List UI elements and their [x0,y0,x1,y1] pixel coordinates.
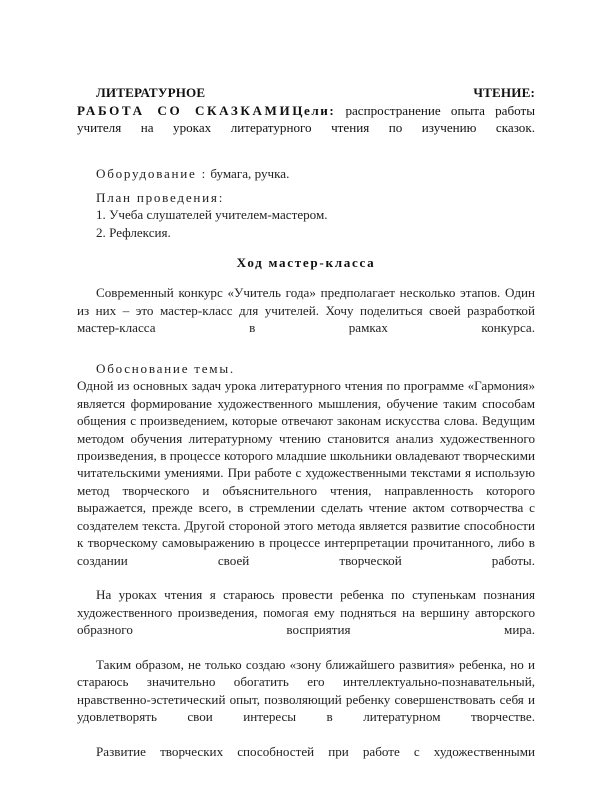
paragraph-intro: Современный конкурс «Учитель года» предполагает несколько этапов. Один из них – это мастер-класс для учителей. Хочу поделиться своей разработкой мастер-класса в рамках конкурса. [77,285,535,336]
spacer [77,154,535,165]
paragraph-rationale-1: Одной из основных задач урока литературного чтения по программе «Гармония» является формирование художественного мышления, обучение таким способам общения с произведением, которые отвечают законам искусства слова. Ведущим методом обучения литературному чтению становится анализ художественного произведения, в процессе которого младшие школьники овладевают творческими читательскими умениями. При работе с художественными текстами я использую метод творческого и объяснительного чтения, направленность которого выражается, прежде всего, в стремлении сделать чтение актом сотворчества с создателем текста. Другой стороной этого метода является развитие способности к творческому самовыражению в процессе интерпретации прочитанного, либо в создании своей творческой работы. [77,378,535,568]
plan-label-line [77,189,535,206]
plan-item-2: 2. Рефлексия. [96,224,171,240]
paragraph-rationale-2: На уроках чтения я стараюсь провести ребенка по ступенькам познания художественного произведения, помогая ему подняться на вершину авторского образного восприятия мира. [77,587,535,638]
paragraph-rationale-3: Таким образом, не только создаю «зону ближайшего развития» ребенка, но и стараюсь значительно обогатить его интеллектуально-познавательный, нравственно-эстетический опыт, позволяющий ребенку совершенствовать себя и удовлетворять свои интересы в литературном творчестве. [77,656,535,725]
label-goals: Цели: [292,102,336,118]
section-heading-master-class: Ход мастер-класса [236,255,376,270]
title-reading-colon: ЧТЕНИЕ: [473,85,535,100]
plan-label: План проведения: [96,189,225,205]
title-work-with-fairytales: РАБОТА СО СКАЗКАМИ [77,102,293,118]
title-literary-reading: ЛИТЕРАТУРНОЕ [96,85,206,100]
rationale-label: Обоснование темы. [96,361,235,377]
document-body [77,84,535,778]
spacer [77,241,535,254]
paragraph-rationale-4: Развитие творческих способностей при работе с художественными [96,743,535,759]
spacer [77,271,535,284]
document-title-block [77,84,535,154]
equipment-value: бумага, ручка. [210,166,290,182]
rationale-label-line [77,360,535,377]
equipment-label: Оборудование : [96,166,208,182]
goals-text: распространение опыта работы учителя на уроках литературного чтения по изучению сказок. [77,102,535,136]
plan-item-1: 1. Учеба слушателей учителем-мастером. [96,207,328,223]
equipment-line [77,165,535,182]
